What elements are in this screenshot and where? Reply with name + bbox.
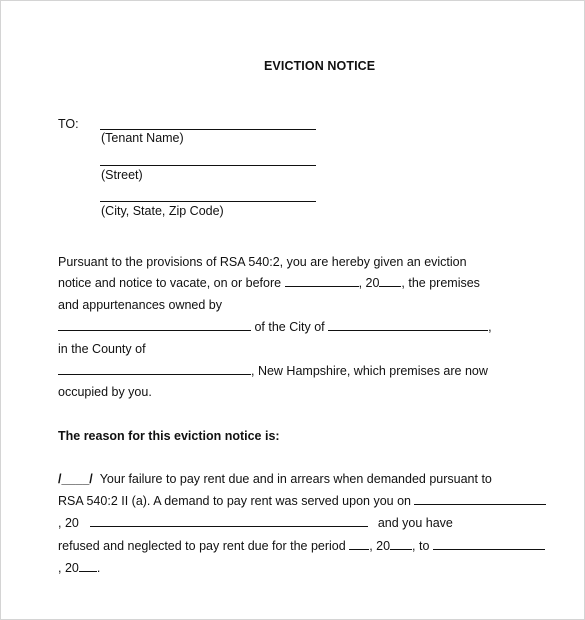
period-start-year-blank (390, 538, 412, 550)
body-line-5: in the County of (58, 342, 146, 356)
demand-year-blank (90, 515, 368, 527)
reason-1-line-4 (58, 538, 545, 554)
body-line-2-text: notice and notice to vacate, on or before (58, 276, 282, 290)
body-line-4 (58, 319, 492, 335)
vacate-year-blank (379, 275, 401, 287)
body-line-6 (58, 363, 488, 379)
street-line (100, 165, 316, 166)
reason-1-line-4-year: , 20 (369, 539, 391, 553)
body-line-4-text: of the City of (254, 320, 325, 334)
reason-1-line-1 (58, 471, 492, 487)
body-line-2 (58, 275, 480, 291)
reason-1-checkbox: /____/ (58, 472, 93, 486)
county-blank (58, 363, 251, 375)
document-title: EVICTION NOTICE (264, 59, 376, 73)
body-line-2-end: , the premises (401, 276, 480, 290)
body-line-6-text: , New Hampshire, which premises are now (251, 364, 488, 378)
city-blank (328, 319, 488, 331)
street-label: (Street) (101, 168, 143, 182)
reason-1-line-4-text: refused and neglected to pay rent due for the period (58, 539, 346, 553)
owner-name-blank (58, 319, 251, 331)
reason-1-line-3-text: and you have (377, 516, 453, 530)
body-line-1: Pursuant to the provisions of RSA 540:2, you are hereby given an eviction (58, 255, 467, 269)
reason-1-line-4-to: , to (412, 539, 430, 553)
body-line-7: occupied by you. (58, 385, 152, 399)
body-line-2-year: , 20 (358, 276, 380, 290)
reason-heading: The reason for this eviction notice is: (58, 429, 280, 443)
to-label: TO: (58, 117, 79, 131)
tenant-name-label: (Tenant Name) (101, 131, 184, 145)
reason-1-line-5-year: , 20 (58, 561, 79, 575)
reason-1-line-3-year: , 20 (58, 516, 79, 530)
city-state-zip-line (100, 201, 316, 202)
vacate-date-blank (285, 275, 359, 287)
reason-1-line-2 (58, 493, 546, 509)
reason-1-text: Your failure to pay rent due and in arrears when demanded pursuant to (99, 472, 492, 486)
period-end-blank (433, 538, 545, 550)
reason-1-line-5-period: . (96, 561, 101, 575)
period-start-blank (349, 538, 369, 550)
reason-1-line-5 (58, 560, 100, 576)
body-line-3: and appurtenances owned by (58, 298, 223, 312)
demand-date-blank (414, 493, 546, 505)
reason-1-line-3 (58, 515, 453, 531)
reason-1-line-2-text: RSA 540:2 II (a). A demand to pay rent was served upon you on (58, 494, 411, 508)
body-line-4-comma: , (488, 320, 492, 334)
city-state-zip-label: (City, State, Zip Code) (101, 204, 224, 218)
period-end-year-blank (79, 560, 97, 572)
